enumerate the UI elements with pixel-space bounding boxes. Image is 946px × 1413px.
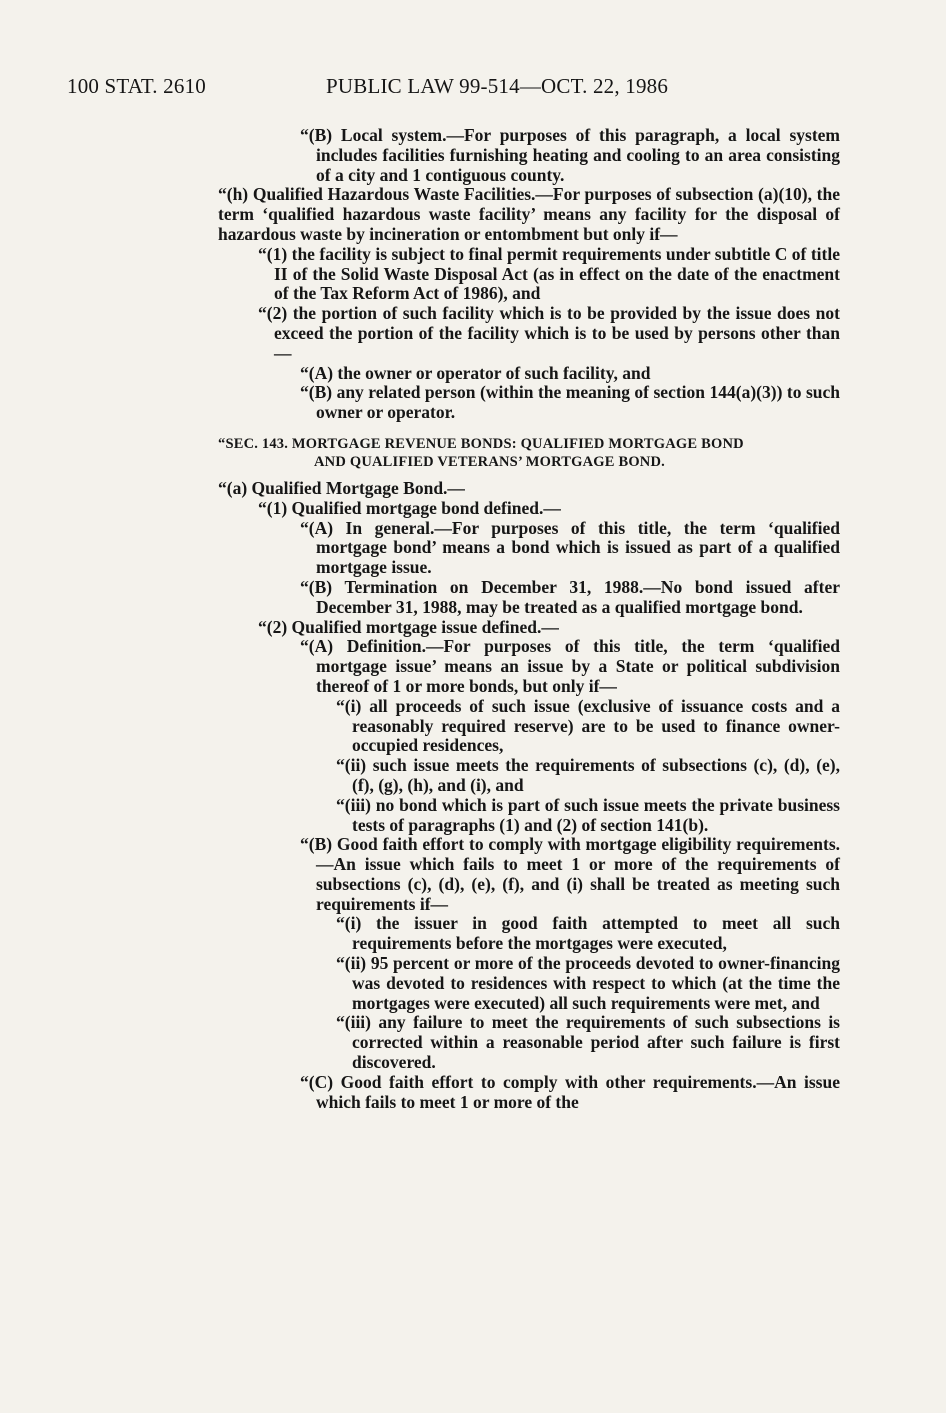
section-heading xyxy=(218,435,840,471)
paragraph-a-heading: “(a) Qualified Mortgage Bond.— xyxy=(218,477,465,498)
statute-page-reference: 100 STAT. 2610 xyxy=(67,74,206,98)
paragraph-a-2-a: “(A) Definition.—For purposes of this title, the term ‘qualified mortgage issue’ means an issue by a State or political subdivision thereof of 1 or more bonds, but only if— xyxy=(300,636,840,696)
public-law-title: PUBLIC LAW 99-514—OCT. 22, 1986 xyxy=(326,74,669,98)
paragraph-a-2-a-i: “(i) all proceeds of such issue (exclusive of issuance costs and a reasonably required reserve) are to be used to finance owner-occupied residences, xyxy=(336,695,840,756)
paragraph-h-2-a: “(A) the owner or operator of such facility, and xyxy=(300,362,651,383)
section-heading-line-2: AND QUALIFIED VETERANS’ MORTGAGE BOND. xyxy=(314,453,665,470)
paragraph-h-1: “(1) the facility is subject to final permit requirements under subtitle C of title II of the Solid Waste Disposal Act (as in effect on the date of the enactment of the Tax Reform Act of 1986), and xyxy=(258,243,840,304)
paragraph-a-2-b-i: “(i) the issuer in good faith attempted to meet all such requirements before the mortgages were executed, xyxy=(336,913,840,954)
paragraph-a-2-heading: “(2) Qualified mortgage issue defined.— xyxy=(258,616,559,637)
paragraph-a-1-b: “(B) Termination on December 31, 1988.—No bond issued after December 31, 1988, may be treated as a qualified mortgage bond. xyxy=(300,576,840,617)
paragraph-h-heading: “(h) Qualified Hazardous Waste Facilities.—For purposes of subsection (a)(10), the term ‘qualified hazardous waste facility’ means any facility for the disposal of hazardous waste by incineration or entombment but only if— xyxy=(218,184,840,244)
section-heading-line-1: “SEC. 143. MORTGAGE REVENUE BONDS: QUALIFIED MORTGAGE BOND xyxy=(218,435,744,452)
paragraph-h-2-b: “(B) any related person (within the meaning of section 144(a)(3)) to such owner or operator. xyxy=(300,382,840,423)
paragraph-b-local-system: “(B) Local system.—For purposes of this paragraph, a local system includes facilities furnishing heating and cooling to an area consisting of a city and 1 contiguous county. xyxy=(300,125,840,185)
paragraph-a-2-a-ii: “(ii) such issue meets the requirements of subsections (c), (d), (e), (f), (g), (h), and (i), and xyxy=(336,755,840,795)
paragraph-a-2-c: “(C) Good faith effort to comply with other requirements.—An issue which fails to meet 1 or more of the xyxy=(300,1071,840,1112)
paragraph-a-1-heading: “(1) Qualified mortgage bond defined.— xyxy=(258,497,561,518)
document-body xyxy=(218,126,840,1112)
paragraph-a-2-a-iii: “(iii) no bond which is part of such issue meets the private business tests of paragraphs (1) and (2) of section 141(b). xyxy=(336,794,840,835)
paragraph-a-2-b: “(B) Good faith effort to comply with mortgage eligibility requirements.—An issue which fails to meet 1 or more of the requirements of subsections (c), (d), (e), (f), and (i) shall be treated as meeting such requirements if— xyxy=(300,834,840,914)
paragraph-a-2-b-iii: “(iii) any failure to meet the requirements of such subsections is corrected within a reasonable period after such failure is first discovered. xyxy=(336,1012,840,1073)
paragraph-a-1-a: “(A) In general.—For purposes of this title, the term ‘qualified mortgage bond’ means a bond which is issued as part of a qualified mortgage issue. xyxy=(300,517,840,578)
paragraph-a-2-b-ii: “(ii) 95 percent or more of the proceeds devoted to owner-financing was devoted to residences with respect to which (at the time the mortgages were executed) all such requirements were met, and xyxy=(336,953,840,1013)
paragraph-h-2: “(2) the portion of such facility which is to be provided by the issue does not exceed the portion of the facility which is to be used by persons other than— xyxy=(258,303,840,363)
